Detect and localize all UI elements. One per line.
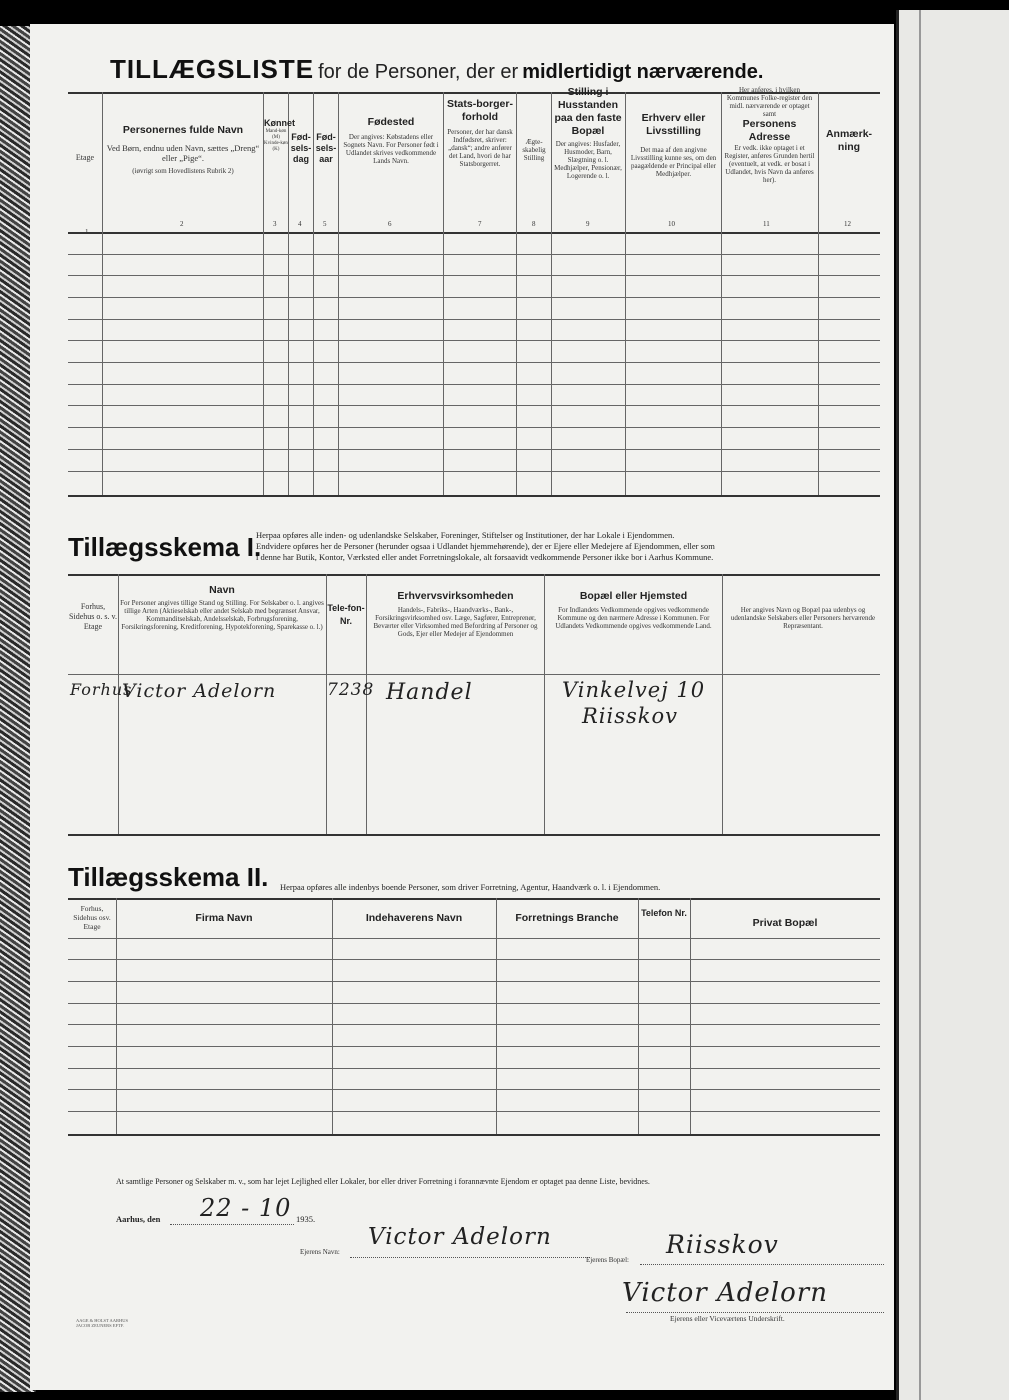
col-number: 3 bbox=[273, 220, 277, 228]
skema1-col-rep-header: Her angives Navn og Bopæl paa udenbys og udenlandske Selskabers eller Personers herværende Repræsentant. bbox=[730, 606, 876, 630]
col-number: 6 bbox=[388, 220, 392, 228]
skema2-col-indehaver-header: Indehaverens Navn bbox=[365, 912, 463, 924]
skema1-entry-etage: Forhus bbox=[70, 680, 133, 699]
col-statsborger-header: Stats-borger-forhold Personer, der har dansk Indfødsret, skriver: „dansk“; andre anfører det Land, hvori de har Statsborgerret. bbox=[447, 98, 513, 168]
footer-signature: Victor Adelorn bbox=[622, 1278, 828, 1308]
skema1-col-erhverv-header: Erhvervsvirksomheden Handels-, Fabriks-, Haandværks-, Bank-, Forsikringsvirksomhed osv. Læge, Sagfører, Entreprenør, Beværter eller Virksomhed med Befordring af Personer og Gods, Ejer eller Medejer af Ejendommen bbox=[373, 590, 538, 638]
col-fodselsaar-header: Fød-sels-aar bbox=[315, 132, 337, 164]
skema2-title: Tillægsskema II. bbox=[68, 862, 269, 892]
col-stilling-header: Stilling i Husstanden paa den faste Bopæl Der angives: Husfader, Husmoder, Barn, Slægtning o. l. Medhjælper, Pensionær, Logerende o. l. bbox=[554, 86, 622, 180]
col-number: 4 bbox=[298, 220, 302, 228]
col-number: 7 bbox=[478, 220, 482, 228]
col-number: 11 bbox=[763, 220, 770, 228]
skema1-entry-bopael-town: Riisskov bbox=[582, 704, 679, 728]
skema2-col-firma-header: Firma Navn bbox=[195, 912, 253, 924]
footer-signature-label: Ejerens eller Viceværtens Underskrift. bbox=[670, 1314, 785, 1323]
footer-year: 1935. bbox=[296, 1214, 316, 1224]
skema2-intro: Herpaa opføres alle indenbys boende Personer, som driver Forretning, Agentur, Haandværk o. l. i Ejendommen. bbox=[280, 882, 661, 892]
form-page bbox=[30, 24, 894, 1390]
printer-imprint: AAGE & HOLST AARHUS JACOB ZEUNERS EFTF. bbox=[76, 1318, 129, 1328]
skema2-col-etage-header: Forhus, Sidehus osv. Etage bbox=[73, 904, 111, 931]
main-title-bold: TILLÆGSLISTE bbox=[110, 54, 315, 84]
skema1-intro: Herpaa opføres alle inden- og udenlandske Selskaber, Foreninger, Stiftelser og Institutioner, der har Lokale i Ejendommen. Endvidere opføres her de Personer (herunder ogsaa i Udlandet hjemmehørende), der er Ejere eller Medejere af Ejendommen, eller som i denne har Butik, Kontor, Værksted eller andet Forretningslokale, alt forsaavidt vedkommende Personer ikke bor i Aarhus Kommune. bbox=[256, 530, 715, 562]
col-number: 12 bbox=[844, 220, 851, 228]
skema1-entry-erhverv: Handel bbox=[386, 680, 473, 705]
col-number: 8 bbox=[532, 220, 536, 228]
col-adresse-header: Her anføres, i hvilken Kommunes Folke-register den midl. nærværende er optaget samt Personens Adresse Er vedk. ikke optaget i et Register, anføres Grunden hertil (eventuelt, at vedk. er bosat i Udlandet, hvis Navn da anføres her). bbox=[724, 86, 815, 184]
col-number: 10 bbox=[668, 220, 675, 228]
footer-owner-bopael: Riisskov bbox=[666, 1230, 779, 1259]
col-aegteskab-header: Ægte-skabelig Stilling bbox=[522, 138, 546, 162]
col-number: 9 bbox=[586, 220, 590, 228]
footer-date: 22 - 10 bbox=[200, 1194, 292, 1222]
footer-place: Aarhus, den bbox=[116, 1214, 161, 1224]
col-number: 5 bbox=[323, 220, 327, 228]
col-konnet-header: Kønnet Mand-køn (M) Kvinde-køn (K) bbox=[264, 118, 295, 152]
skema1-entry-bopael-street: Vinkelvej 10 bbox=[562, 678, 706, 702]
col-fodselsdag-header: Fød-sels-dag bbox=[290, 132, 312, 164]
skema1-title: Tillægsskema I. bbox=[68, 532, 262, 562]
skema1-entry-telefon: 7238 bbox=[327, 680, 375, 700]
skema1-col-navn-header: Navn For Personer angives tillige Stand og Stilling. For Selskaber o. l. angives tillige Arten (Aktieselskab eller andet Selskab med begrænset Ansvar, Kommanditselskab, Andelsselskab, Forbrugsforening, Forsikringsforening, Kreditforening, Hypotekforening, Sparekasse o. l.) bbox=[120, 584, 324, 631]
skema1-col-bopael-header: Bopæl eller Hjemsted For Indlandets Vedkommende opgives vedkommende Kommune og den nærmere Adresse i Kommunen. For Udlandets Vedkommende opgives vedkommende Land. bbox=[555, 590, 712, 630]
col-etage-header: Etage bbox=[75, 153, 95, 162]
col-erhverv-header: Erhverv eller Livsstilling Det maa af den angivne Livsstilling kunne ses, om den paagældende er Principal eller Medhjælper. bbox=[630, 112, 717, 178]
skema1-col-etage-header: Forhus, Sidehus o. s. v. Etage bbox=[69, 602, 117, 631]
adjacent-page-edge bbox=[896, 10, 1009, 1400]
skema1-col-telefon-header: Tele-fon-Nr. bbox=[327, 603, 365, 626]
main-title-mid: for de Personer, der er bbox=[318, 61, 519, 83]
main-title bbox=[110, 54, 890, 85]
col-navn-header: Personernes fulde Navn Ved Børn, endnu uden Navn, sættes „Dreng“ eller „Pige“. (iøvrigt som Hovedlistens Rubrik 2) bbox=[106, 124, 260, 175]
col-number: 2 bbox=[180, 220, 184, 228]
col-anmaerkning-header: Anmærk-ning bbox=[825, 128, 873, 153]
footer-declaration: At samtlige Personer og Selskaber m. v., som har lejet Lejlighed eller Lokaler, bor eller driver Forretning i forannævnte Ejendom er optaget paa denne Liste, bevidnes. bbox=[116, 1177, 650, 1186]
footer-owner-bopael-label: Ejerens Bopæl: bbox=[586, 1256, 629, 1264]
skema1-entry-navn: Victor Adelorn bbox=[122, 680, 277, 702]
col-number: 1 bbox=[85, 228, 89, 236]
footer-owner-name: Victor Adelorn bbox=[368, 1224, 552, 1250]
skema2-col-telefon-header: Telefon Nr. bbox=[641, 908, 687, 918]
skema2-col-bopael-header: Privat Bopæl bbox=[752, 917, 818, 929]
col-fodested-header: Fødested Der angives: Købstadens eller Sognets Navn. For Personer født i Udlandet skrives vedkommende Lands Navn. bbox=[343, 116, 439, 165]
skema2-col-branche-header: Forretnings Branche bbox=[515, 912, 619, 924]
footer-owner-label: Ejerens Navn: bbox=[300, 1248, 340, 1256]
main-title-end: midlertidigt nærværende. bbox=[522, 61, 764, 83]
